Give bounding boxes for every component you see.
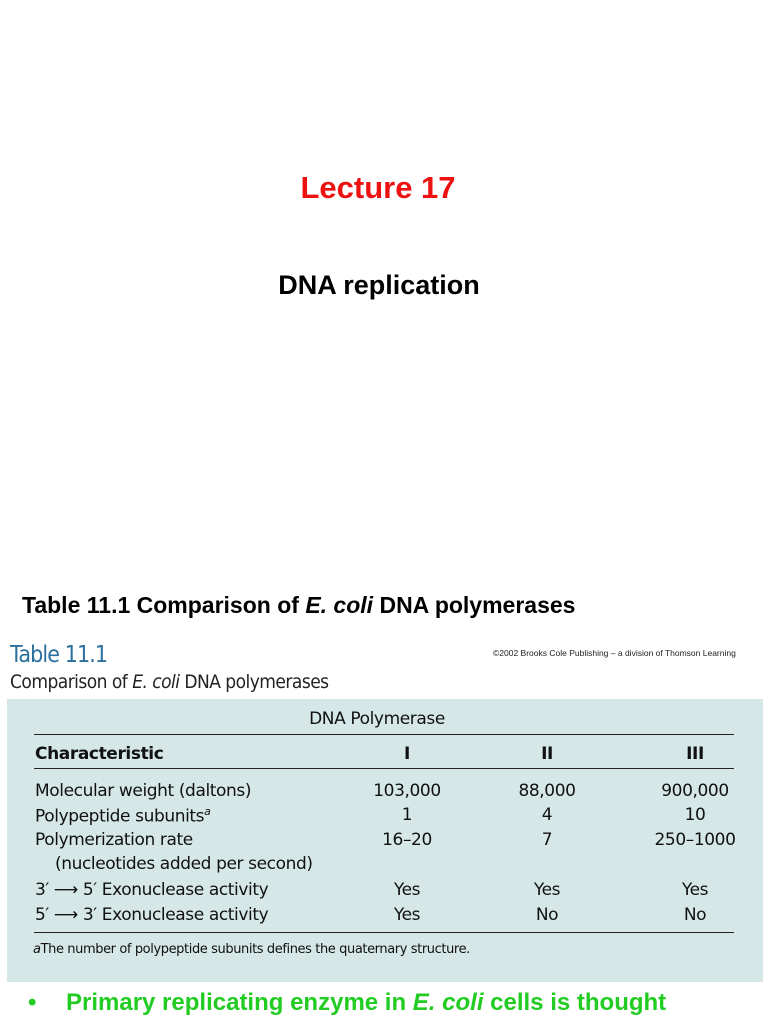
caption-prefix: Table 11.1 Comparison of [22, 592, 306, 618]
table-label: Table 11.1 [10, 642, 108, 668]
table-bottom-rule [34, 932, 734, 933]
cell: 10 [684, 805, 706, 825]
cell: No [683, 905, 707, 925]
cell: 4 [541, 805, 553, 825]
table-footnote [33, 942, 470, 957]
cell: 16–20 [382, 830, 432, 850]
cell: Yes [393, 880, 421, 900]
caption-suffix: DNA polymerases [373, 592, 576, 618]
slide-subtitle: DNA replication [278, 270, 480, 300]
table-caption [22, 592, 575, 619]
bullet-italic: E. coli [412, 989, 484, 1016]
col-header-III: III [686, 744, 704, 764]
group-header: DNA Polymerase [309, 709, 445, 729]
slide-title: Lecture 17 [300, 170, 456, 205]
cell: 900,000 [661, 781, 729, 801]
footnote-marker: a [204, 805, 211, 818]
row-label [35, 805, 210, 827]
row-label: (nucleotides added per second) [55, 854, 313, 874]
cell: Yes [533, 880, 561, 900]
copyright-notice: ©2002 Brooks Cole Publishing – a division of Thomson Learning [493, 648, 736, 658]
row-label-text: Polypeptide subunits [35, 806, 205, 827]
cell: 7 [541, 830, 553, 850]
bullet-item [28, 989, 666, 1017]
cell: 103,000 [373, 781, 441, 801]
table-subtitle-italic: E. coli [132, 671, 180, 693]
col-header-characteristic: Characteristic [35, 744, 164, 764]
header-bottom-rule [34, 768, 734, 769]
row-label: Polymerization rate [35, 830, 193, 850]
cell: Yes [681, 880, 709, 900]
table-subtitle [10, 671, 329, 693]
cell: 88,000 [518, 781, 576, 801]
cell: 250–1000 [654, 830, 736, 850]
caption-italic: E. coli [305, 592, 374, 618]
row-label: 5′ ⟶ 3′ Exonuclease activity [35, 905, 269, 925]
col-header-II: II [541, 744, 553, 764]
header-top-rule [34, 734, 734, 735]
bullet-prefix: Primary replicating enzyme in [66, 989, 413, 1016]
cell: Yes [393, 905, 421, 925]
cell: No [535, 905, 559, 925]
table-subtitle-prefix: Comparison of [10, 671, 133, 693]
col-header-I: I [404, 744, 410, 764]
table-subtitle-suffix: DNA polymerases [179, 671, 329, 693]
row-label: 3′ ⟶ 5′ Exonuclease activity [35, 880, 269, 900]
cell: 1 [401, 805, 413, 825]
footnote-mark: a [33, 942, 41, 957]
bullet-suffix: cells is thought [483, 989, 667, 1016]
footnote-text: The number of polypeptide subunits defines the quaternary structure. [40, 942, 470, 957]
table-panel [7, 699, 763, 982]
bullet-marker: • [28, 989, 37, 1016]
row-label: Molecular weight (daltons) [35, 781, 252, 801]
